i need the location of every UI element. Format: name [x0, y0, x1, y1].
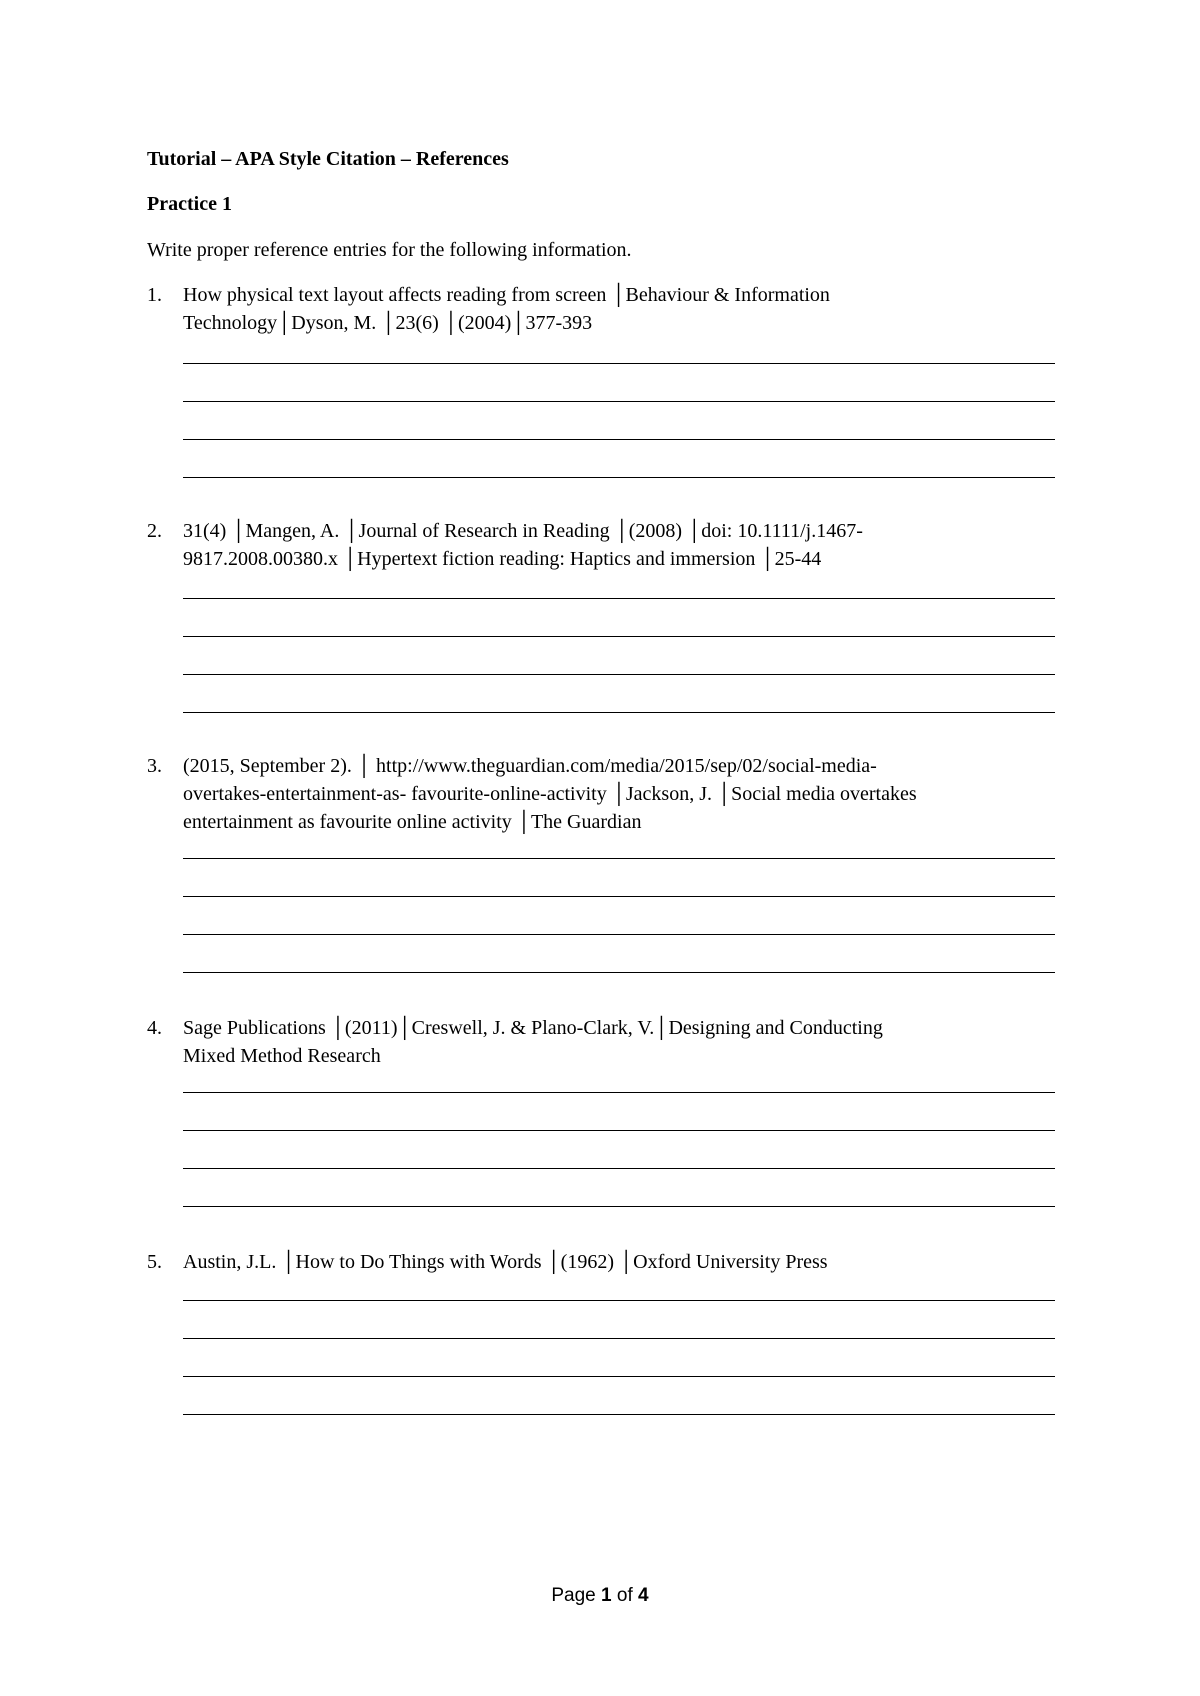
answer-line[interactable] [183, 674, 1055, 675]
answer-line[interactable] [183, 477, 1055, 478]
item-number: 5. [147, 1251, 162, 1273]
practice-heading: Practice 1 [147, 193, 232, 215]
item-prompt [183, 752, 1063, 836]
item-prompt-line: How physical text layout affects reading from screen │Behaviour & Information [183, 284, 830, 306]
answer-line[interactable] [183, 858, 1055, 859]
item-prompt [183, 517, 1063, 573]
item-prompt [183, 1014, 1063, 1070]
answer-line[interactable] [183, 1414, 1055, 1415]
answer-line[interactable] [183, 934, 1055, 935]
answer-line[interactable] [183, 1338, 1055, 1339]
answer-lines [183, 1300, 1055, 1415]
answer-line[interactable] [183, 1376, 1055, 1377]
item-prompt-line: (2015, September 2). │ http://www.theguardian.com/media/2015/sep/02/social-media- [183, 755, 877, 777]
item-number: 3. [147, 755, 162, 777]
item-prompt [183, 281, 1063, 337]
item-number: 1. [147, 284, 162, 306]
answer-line[interactable] [183, 1168, 1055, 1169]
answer-lines [183, 858, 1055, 973]
item-prompt-line: Technology│Dyson, M. │23(6) │(2004)│377-393 [183, 312, 593, 334]
answer-line[interactable] [183, 1092, 1055, 1093]
item-number: 4. [147, 1017, 162, 1039]
page-current: 1 [601, 1585, 612, 1606]
item-prompt [183, 1248, 1063, 1276]
item-prompt-line: 31(4) │Mangen, A. │Journal of Research in Reading │(2008) │doi: 10.1111/j.1467- [183, 520, 863, 542]
answer-line[interactable] [183, 972, 1055, 973]
answer-lines [183, 1092, 1055, 1207]
page-footer [0, 1584, 1200, 1608]
answer-lines [183, 363, 1055, 478]
answer-line[interactable] [183, 1300, 1055, 1301]
answer-line[interactable] [183, 401, 1055, 402]
item-prompt-line: entertainment as favourite online activity │The Guardian [183, 811, 642, 833]
page-of-label: of [616, 1585, 633, 1606]
answer-line[interactable] [183, 1130, 1055, 1131]
answer-line[interactable] [183, 1206, 1055, 1207]
page-total: 4 [638, 1585, 649, 1606]
answer-line[interactable] [183, 712, 1055, 713]
item-number: 2. [147, 520, 162, 542]
item-prompt-line: overtakes-entertainment-as- favourite-online-activity │Jackson, J. │Social media overtakes [183, 783, 917, 805]
answer-line[interactable] [183, 439, 1055, 440]
answer-line[interactable] [183, 896, 1055, 897]
document-title: Tutorial – APA Style Citation – References [147, 148, 509, 170]
instruction-text: Write proper reference entries for the following information. [147, 239, 632, 261]
answer-line[interactable] [183, 598, 1055, 599]
item-prompt-line: Austin, J.L. │How to Do Things with Words │(1962) │Oxford University Press [183, 1251, 828, 1273]
answer-line[interactable] [183, 363, 1055, 364]
item-prompt-line: Mixed Method Research [183, 1045, 381, 1067]
answer-lines [183, 598, 1055, 713]
item-prompt-line: 9817.2008.00380.x │Hypertext fiction reading: Haptics and immersion │25-44 [183, 548, 822, 570]
answer-line[interactable] [183, 636, 1055, 637]
item-prompt-line: Sage Publications │(2011)│Creswell, J. & Plano-Clark, V.│Designing and Conducting [183, 1017, 883, 1039]
page-label: Page [551, 1585, 596, 1606]
